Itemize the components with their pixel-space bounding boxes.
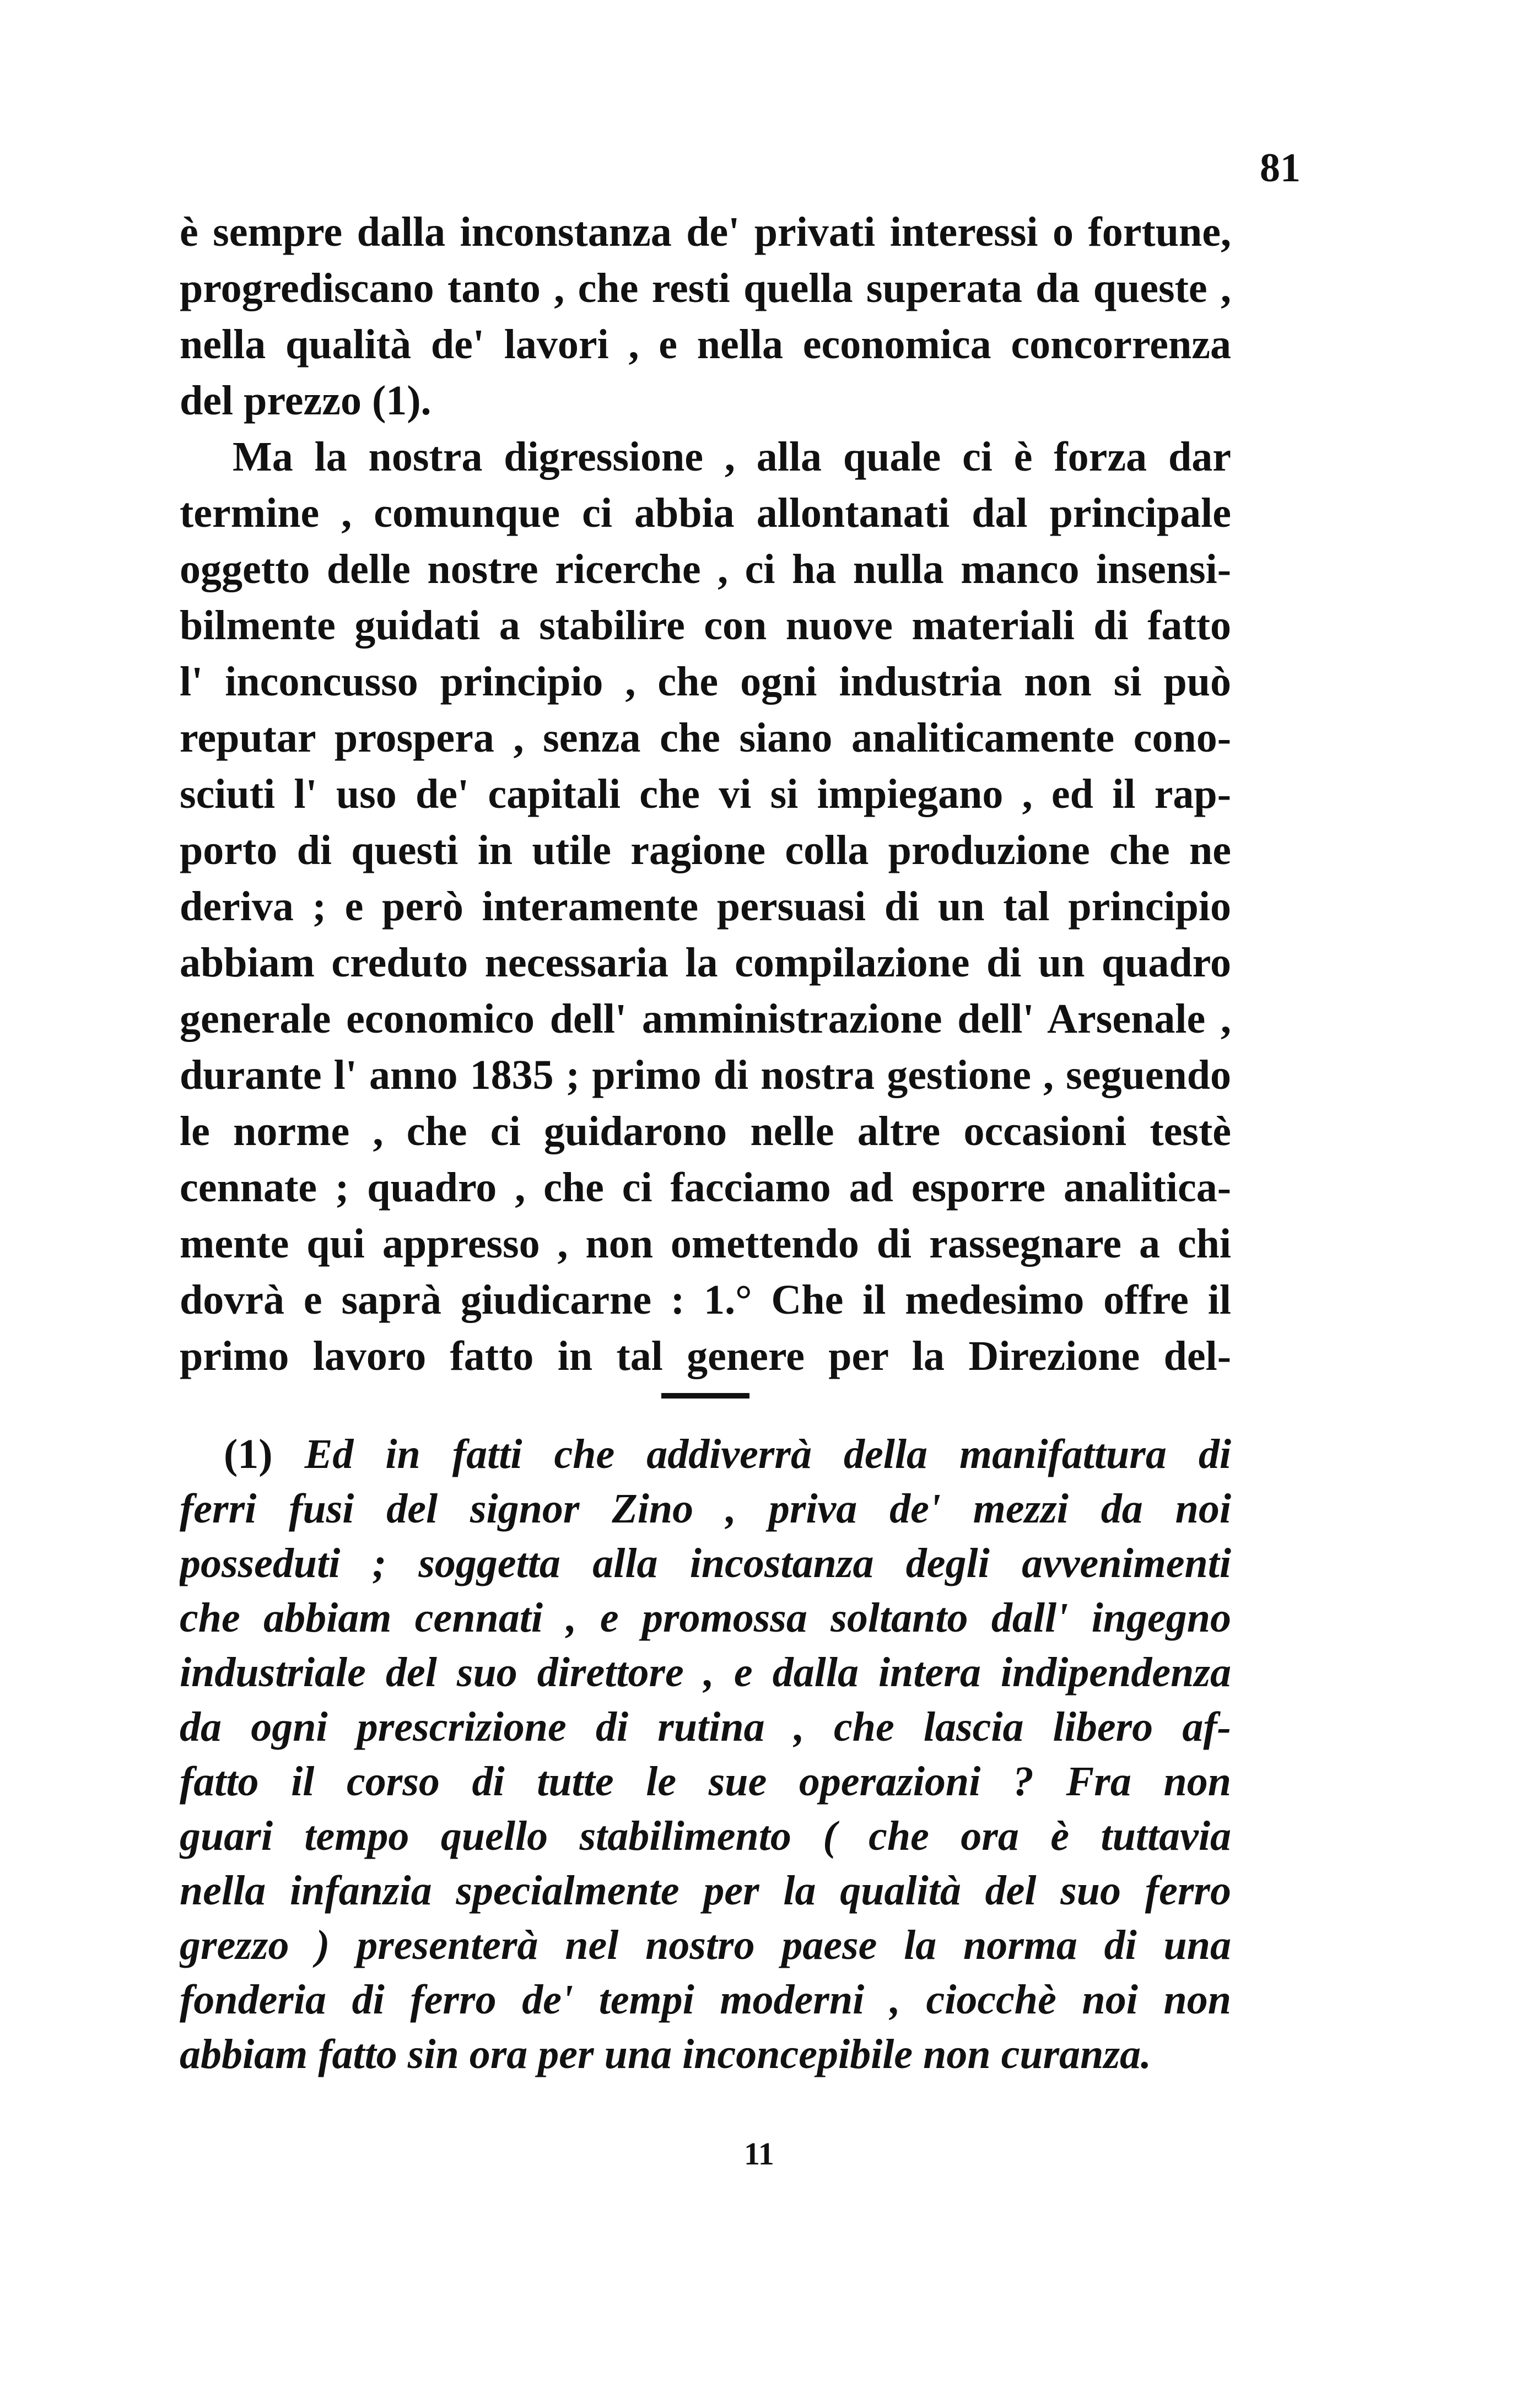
- text-line: abbiam creduto necessaria la compilazione di un quadro: [180, 940, 1231, 986]
- text-line: Ma la nostra digressione , alla quale ci è forza dar: [233, 434, 1231, 480]
- text-line: deriva ; e però interamente persuasi di un tal principio: [180, 883, 1231, 930]
- text-line: del prezzo (1).: [180, 377, 432, 424]
- footnote-line: abbiam fatto sin ora per una inconcepibile non curanza.: [180, 2031, 1152, 2077]
- text-line: reputar prospera , senza che siano analiticamente cono-: [180, 715, 1231, 761]
- text-line: cennate ; quadro , che ci facciamo ad esporre analitica-: [180, 1164, 1231, 1211]
- text-line: l' inconcusso principio , che ogni industria non si può: [180, 658, 1231, 705]
- footnote-line: posseduti ; soggetta alla incostanza degli avvenimenti: [180, 1540, 1231, 1586]
- footnote-line: che abbiam cennati , e promossa soltanto dall' ingegno: [180, 1595, 1231, 1641]
- text-line: nella qualità de' lavori , e nella economica concorrenza: [180, 321, 1231, 368]
- footnote-separator: [661, 1393, 749, 1399]
- footnote-marker: (1): [224, 1431, 273, 1477]
- footnote-line: da ogni prescrizione di rutina , che lascia libero af-: [180, 1704, 1231, 1750]
- text-line: le norme , che ci guidarono nelle altre occasioni testè: [180, 1108, 1231, 1154]
- text-line: progrediscano tanto , che resti quella superata da queste ,: [180, 265, 1231, 311]
- footnote-line: [180, 1427, 1231, 1482]
- text-line: bilmente guidati a stabilire con nuove materiali di fatto: [180, 602, 1231, 649]
- footnote-first-line-text: Ed in fatti che addiverrà della manifattura di: [304, 1431, 1231, 1477]
- text-line: porto di questi in utile ragione colla produzione che ne: [180, 827, 1231, 873]
- text-line: dovrà e saprà giudicarne : 1.° Che il medesimo offre il: [180, 1277, 1231, 1323]
- text-line: mente qui appresso , non omettendo di rassegnare a chi: [180, 1221, 1231, 1267]
- text-line: sciuti l' uso de' capitali che vi si impiegano , ed il rap-: [180, 771, 1231, 817]
- footnote: [180, 1427, 1231, 2082]
- text-line: oggetto delle nostre ricerche , ci ha nulla manco insensi-: [180, 546, 1231, 592]
- footnote-line: fonderia di ferro de' tempi moderni , ciocchè noi non: [180, 1977, 1231, 2023]
- text-line: durante l' anno 1835 ; primo di nostra gestione , seguendo: [180, 1052, 1231, 1098]
- footnote-line: nella infanzia specialmente per la qualità del suo ferro: [180, 1867, 1231, 1914]
- text-line: primo lavoro fatto in tal genere per la Direzione del-: [180, 1333, 1231, 1379]
- main-text: [180, 204, 1231, 1384]
- footnote-line: ferri fusi del signor Zino , priva de' mezzi da noi: [180, 1486, 1231, 1532]
- text-line: generale economico dell' amministrazione dell' Arsenale ,: [180, 996, 1231, 1042]
- footnote-line: fatto il corso di tutte le sue operazioni ? Fra non: [180, 1758, 1231, 1805]
- footnote-line: industriale del suo direttore , e dalla intera indipendenza: [180, 1649, 1231, 1696]
- footnote-line: guari tempo quello stabilimento ( che ora è tuttavia: [180, 1813, 1231, 1859]
- footnote-line: grezzo ) presenterà nel nostro paese la norma di una: [180, 1922, 1231, 1968]
- text-line: è sempre dalla inconstanza de' privati interessi o fortune,: [180, 209, 1231, 255]
- text-line: termine , comunque ci abbia allontanati dal principale: [180, 490, 1231, 536]
- page-number: 81: [1260, 145, 1301, 191]
- signature-mark: 11: [744, 2136, 774, 2172]
